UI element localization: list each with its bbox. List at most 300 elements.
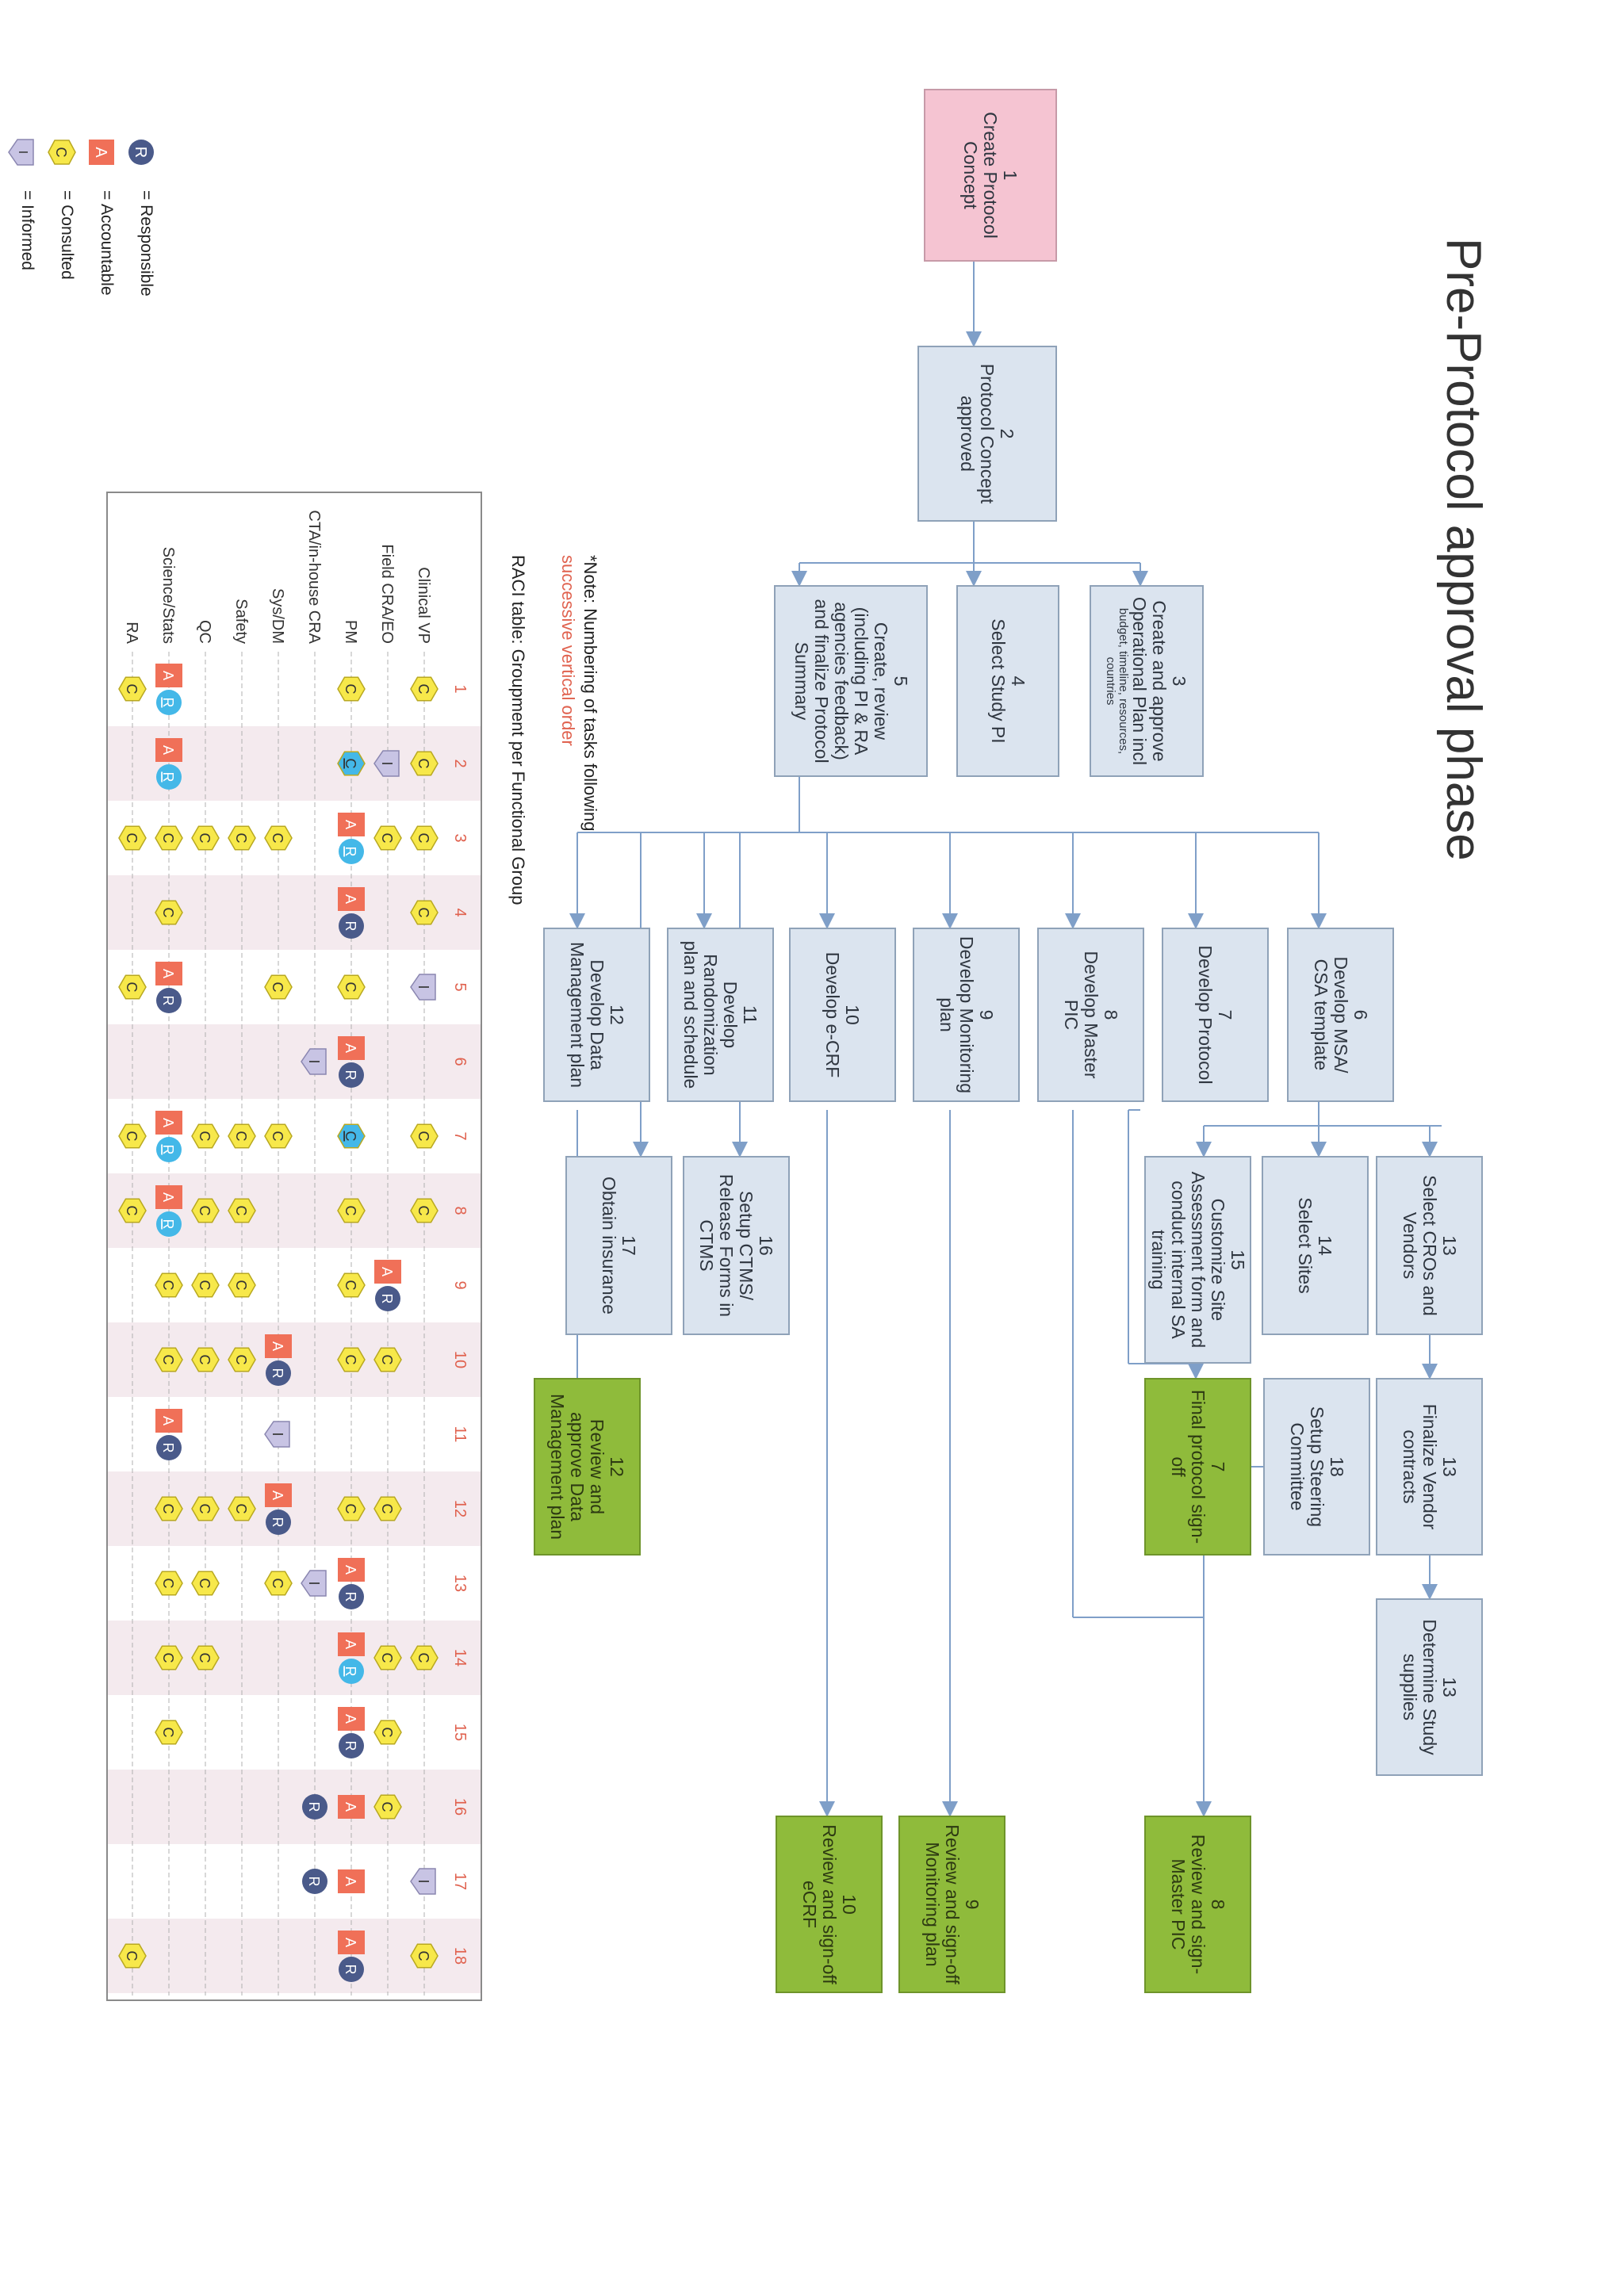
raci-grid: [108, 493, 481, 1999]
task-number: 7: [1208, 1461, 1228, 1472]
raci-code-c: [192, 826, 219, 849]
svg-text:C: C: [233, 1280, 249, 1291]
legend-informed: [2, 135, 38, 270]
svg-text:C: C: [197, 1503, 213, 1514]
task-number: 2: [997, 428, 1018, 439]
raci-code-r: [156, 988, 182, 1013]
svg-text:R: R: [343, 846, 358, 857]
task-label: Protocol Concept approved: [957, 363, 998, 504]
raci-code-a: [265, 1483, 292, 1507]
svg-text:R: R: [306, 1801, 322, 1812]
legend: [0, 135, 157, 547]
raci-code-c: [228, 1124, 255, 1147]
task-finalize-vendor-contracts[interactable]: [1376, 1378, 1483, 1556]
consulted-icon: [46, 135, 78, 174]
raci-code-c: [374, 1646, 401, 1669]
svg-text:A: A: [160, 1192, 176, 1203]
raci-code-c: [411, 1646, 438, 1669]
svg-text:A: A: [160, 1117, 176, 1128]
task-label: Setup CTMS/ Release Forms in CTMS: [696, 1173, 757, 1318]
raci-code-c: [228, 1348, 255, 1371]
svg-text:R: R: [306, 1876, 322, 1887]
raci-code-c: [192, 1273, 219, 1296]
svg-text:C: C: [416, 683, 431, 695]
note-text: *Note: Numbering of tasks following: [580, 555, 600, 832]
raci-code-c: [155, 1348, 182, 1371]
raci-code-a: [338, 1707, 365, 1731]
task-label: Develop Master PIC: [1061, 951, 1101, 1079]
svg-text:C: C: [416, 758, 431, 769]
svg-text:R: R: [132, 146, 149, 159]
task-number: 9: [962, 1899, 982, 1910]
task-number: 17: [619, 1235, 640, 1256]
svg-text:A: A: [343, 1876, 358, 1887]
raci-code-c: [374, 1348, 401, 1371]
raci-code-c: [119, 826, 146, 849]
responsible-icon: [125, 135, 157, 174]
raci-code-c: [228, 1497, 255, 1520]
svg-text:I: I: [306, 1059, 322, 1064]
svg-text:R: R: [160, 995, 176, 1006]
task-review-signoff-ecrf[interactable]: [776, 1816, 883, 1993]
raci-code-c: [338, 1348, 365, 1371]
raci-code-c: [192, 1124, 219, 1147]
raci-code-c: [411, 752, 438, 775]
raci-code-c: [119, 677, 146, 700]
raci-code-c: [228, 826, 255, 849]
raci-code-c: [119, 1944, 146, 1967]
task-label: Determine Study supplies: [1400, 1619, 1440, 1755]
svg-text:A: A: [343, 1937, 358, 1948]
raci-code-r: [375, 1286, 400, 1311]
raci-code-c: [155, 1646, 182, 1669]
raci-code-c: [192, 1497, 219, 1520]
column-number: 12: [451, 1499, 469, 1518]
column-number: 18: [451, 1946, 469, 1965]
svg-text:C: C: [416, 907, 431, 918]
column-number: 9: [451, 1280, 469, 1290]
task-label: Create Protocol Concept: [960, 112, 1002, 239]
svg-text:C: C: [197, 1354, 213, 1365]
svg-text:C: C: [197, 1578, 213, 1589]
accountable-icon: [86, 135, 117, 174]
svg-text:A: A: [92, 147, 109, 158]
svg-text:R: R: [343, 1666, 358, 1677]
raci-code-c: [411, 901, 438, 924]
informed-icon: [6, 135, 38, 174]
raci-code-a: [338, 813, 365, 836]
raci-code-c: [265, 826, 292, 849]
raci-code-c: [155, 1273, 182, 1296]
task-label: Develop e-CRF: [822, 951, 844, 1078]
svg-text:C: C: [53, 147, 69, 158]
svg-text:I: I: [379, 761, 395, 766]
column-number: 16: [451, 1797, 469, 1816]
raci-code-r: [339, 1957, 364, 1982]
task-number: 16: [756, 1235, 777, 1256]
task-create-protocol-concept[interactable]: [924, 89, 1057, 262]
raci-code-a: [155, 1185, 182, 1209]
task-label: Select Study PI: [988, 618, 1009, 744]
svg-text:C: C: [343, 1354, 358, 1365]
raci-code-c: [119, 1199, 146, 1222]
task-label: Obtain insurance: [599, 1177, 620, 1314]
raci-code-r: [156, 1211, 182, 1237]
svg-text:R: R: [160, 697, 176, 708]
svg-text:C: C: [343, 683, 358, 695]
task-number: 10: [842, 1004, 864, 1025]
svg-text:C: C: [124, 1950, 140, 1961]
column-number: 13: [451, 1574, 469, 1593]
svg-text:I: I: [416, 1879, 431, 1884]
svg-text:C: C: [124, 982, 140, 993]
task-protocol-concept-approved[interactable]: [917, 346, 1057, 522]
task-final-protocol-signoff[interactable]: [1144, 1378, 1251, 1556]
role-label: Field CRA/EO: [378, 544, 396, 644]
legend-text: = Informed: [18, 190, 36, 270]
task-label: Select Sites: [1295, 1197, 1316, 1294]
raci-code-r: [339, 913, 364, 939]
svg-text:C: C: [197, 1205, 213, 1216]
raci-code-c: [155, 1497, 182, 1520]
svg-text:I: I: [270, 1432, 285, 1437]
task-number: 1: [1000, 170, 1021, 181]
raci-code-c: [374, 826, 401, 849]
svg-text:C: C: [233, 1354, 249, 1365]
raci-code-c: [155, 1571, 182, 1594]
column-number: 6: [451, 1057, 469, 1066]
svg-text:C: C: [160, 1354, 176, 1365]
task-sublabel: budget, timeline, resources, countries: [1104, 607, 1131, 755]
svg-text:A: A: [343, 1564, 358, 1575]
role-label: RA: [123, 622, 140, 644]
raci-code-c: [338, 1273, 365, 1296]
svg-text:C: C: [160, 1280, 176, 1291]
svg-text:C: C: [343, 1503, 358, 1514]
task-select-cros-vendors[interactable]: [1376, 1156, 1483, 1335]
svg-text:A: A: [160, 1415, 176, 1426]
svg-text:R: R: [160, 1219, 176, 1230]
raci-code-i: [411, 1869, 435, 1894]
svg-text:C: C: [160, 832, 176, 844]
raci-code-a: [338, 887, 365, 911]
svg-text:A: A: [343, 819, 358, 830]
svg-text:C: C: [160, 907, 176, 918]
column-number: 10: [451, 1350, 469, 1369]
raci-code-c: [338, 1497, 365, 1520]
svg-text:I: I: [16, 150, 29, 155]
task-number: 13: [1439, 1677, 1460, 1697]
svg-text:C: C: [233, 1131, 249, 1142]
raci-code-c: [374, 1720, 401, 1743]
column-number: 11: [451, 1425, 469, 1443]
raci-code-a: [265, 1334, 292, 1358]
legend-text: = Accountable: [98, 190, 116, 296]
svg-text:A: A: [343, 1639, 358, 1650]
raci-code-a: [338, 1558, 365, 1582]
svg-text:C: C: [416, 1950, 431, 1961]
raci-code-a: [338, 1869, 365, 1893]
raci-code-a: [374, 1260, 401, 1284]
raci-code-c: [411, 1199, 438, 1222]
task-label: Review and sign-off eCRF: [799, 1824, 840, 1984]
task-number: 15: [1228, 1249, 1248, 1270]
raci-code-c: [411, 677, 438, 700]
svg-text:R: R: [343, 920, 358, 932]
raci-code-a: [338, 1795, 365, 1819]
task-determine-study-supplies[interactable]: [1376, 1598, 1483, 1776]
raci-code-r: [302, 1869, 327, 1894]
svg-text:A: A: [270, 1341, 285, 1352]
svg-text:C: C: [379, 1503, 395, 1514]
task-create-protocol-summary[interactable]: [774, 585, 928, 777]
task-number: 9: [976, 1009, 997, 1020]
task-number: 4: [1008, 675, 1028, 687]
svg-text:I: I: [416, 985, 431, 989]
raci-code-c: [374, 1795, 401, 1818]
svg-text:A: A: [270, 1490, 285, 1501]
role-label: CTA/in-house CRA: [305, 510, 323, 644]
raci-grouping-note: RACI table: Groupment per Functional Group: [508, 555, 528, 905]
raci-code-i: [411, 974, 435, 1000]
raci-code-r: [156, 764, 182, 790]
task-label: Develop Monitoring plan: [936, 936, 977, 1094]
svg-text:C: C: [379, 1801, 395, 1812]
raci-code-c: [265, 1124, 292, 1147]
svg-text:C: C: [343, 1131, 358, 1142]
raci-code-a: [155, 664, 182, 687]
role-label: Science/Stats: [159, 546, 177, 644]
numbering-note: [557, 555, 601, 832]
role-label: Clinical VP: [415, 567, 432, 644]
task-customize-site-assessment[interactable]: [1144, 1156, 1251, 1364]
raci-code-r: [339, 839, 364, 864]
column-number: 5: [451, 982, 469, 992]
task-label: Customize Site Assessment form and conduct internal SA training: [1148, 1171, 1228, 1349]
svg-text:C: C: [233, 832, 249, 844]
task-obtain-insurance[interactable]: [565, 1156, 672, 1335]
note-highlight: successive vertical order: [558, 555, 578, 746]
svg-text:C: C: [416, 1652, 431, 1663]
svg-text:R: R: [343, 1740, 358, 1751]
task-develop-data-management-plan[interactable]: [543, 928, 650, 1102]
svg-text:R: R: [160, 1442, 176, 1453]
raci-code-c: [411, 1944, 438, 1967]
task-develop-protocol[interactable]: [1162, 928, 1269, 1102]
task-number: 10: [839, 1894, 860, 1915]
task-label: Create and approve Operational Plan incl: [1129, 596, 1170, 766]
task-number: 8: [1101, 1009, 1121, 1020]
task-select-sites[interactable]: [1262, 1156, 1369, 1335]
column-number: 2: [451, 759, 469, 768]
task-number: 6: [1350, 1009, 1371, 1020]
raci-code-a: [338, 1632, 365, 1656]
svg-text:C: C: [124, 683, 140, 695]
svg-text:C: C: [343, 1280, 358, 1291]
task-setup-steering-committee[interactable]: [1263, 1378, 1370, 1556]
raci-code-a: [155, 1409, 182, 1433]
raci-code-c: [374, 1497, 401, 1520]
svg-text:C: C: [197, 1652, 213, 1663]
task-develop-msa-csa[interactable]: [1287, 928, 1394, 1102]
svg-text:C: C: [197, 832, 213, 844]
raci-code-c: [155, 826, 182, 849]
column-number: 14: [451, 1648, 469, 1667]
task-label: Develop Data Management plan: [567, 941, 607, 1089]
task-label: Select CROs and Vendors: [1400, 1175, 1440, 1316]
svg-text:C: C: [416, 832, 431, 844]
task-label: Review and approve Data Management plan: [547, 1393, 608, 1540]
raci-table: [106, 492, 482, 2001]
raci-code-c: [411, 826, 438, 849]
svg-text:I: I: [306, 1581, 322, 1586]
task-develop-randomization-plan[interactable]: [667, 928, 774, 1102]
svg-text:A: A: [379, 1266, 395, 1277]
raci-code-c: [192, 1199, 219, 1222]
svg-text:A: A: [160, 670, 176, 681]
svg-text:C: C: [160, 1503, 176, 1514]
svg-text:C: C: [124, 1205, 140, 1216]
svg-text:C: C: [379, 1354, 395, 1365]
raci-code-r: [339, 1733, 364, 1758]
task-develop-ecrf[interactable]: [789, 928, 896, 1102]
task-setup-ctms[interactable]: [683, 1156, 790, 1335]
task-label: Develop MSA/ CSA template: [1311, 956, 1351, 1073]
svg-text:C: C: [379, 832, 395, 844]
raci-code-c: [338, 975, 365, 998]
svg-text:C: C: [124, 832, 140, 844]
raci-code-c: [119, 1124, 146, 1147]
svg-text:C: C: [270, 832, 285, 844]
raci-code-c: [192, 1348, 219, 1371]
svg-text:A: A: [160, 744, 176, 756]
task-create-operational-plan[interactable]: [1090, 585, 1204, 777]
raci-code-a: [155, 1111, 182, 1135]
task-number: 7: [1215, 1009, 1236, 1020]
task-label: Final protocol sign-off: [1168, 1389, 1208, 1544]
task-label: Review and sign-off Monitoring plan: [922, 1824, 963, 1984]
legend-text: = Consulted: [58, 190, 76, 280]
legend-responsible: [121, 135, 157, 297]
svg-text:C: C: [124, 1131, 140, 1142]
svg-text:R: R: [343, 1964, 358, 1975]
task-number: 12: [607, 1004, 627, 1025]
task-label: Develop Randomization plan and schedule: [680, 940, 741, 1089]
raci-code-i: [301, 1571, 326, 1596]
svg-text:C: C: [160, 1652, 176, 1663]
svg-text:A: A: [343, 894, 358, 905]
task-develop-monitoring-plan[interactable]: [913, 928, 1020, 1102]
task-number: 13: [1439, 1456, 1460, 1477]
raci-code-c: [338, 1199, 365, 1222]
task-number: 12: [607, 1456, 628, 1477]
task-number: 18: [1327, 1456, 1347, 1477]
svg-text:R: R: [379, 1293, 395, 1304]
svg-text:R: R: [343, 1070, 358, 1081]
svg-text:C: C: [233, 1503, 249, 1514]
task-number: 13: [1439, 1235, 1460, 1256]
task-review-sign-master-pic[interactable]: [1144, 1816, 1251, 1993]
svg-text:C: C: [233, 1205, 249, 1216]
raci-code-c: [119, 975, 146, 998]
raci-code-c: [265, 975, 292, 998]
column-number: 15: [451, 1723, 469, 1742]
task-select-study-pi[interactable]: [956, 585, 1059, 777]
page-title: Pre-Protocol approval phase: [1436, 238, 1491, 861]
task-label: Finalize Vendor contracts: [1400, 1403, 1440, 1530]
raci-code-r: [302, 1794, 327, 1820]
task-number: 11: [740, 1005, 761, 1024]
task-number: 14: [1315, 1235, 1336, 1256]
svg-text:C: C: [343, 758, 358, 769]
raci-code-c: [228, 1199, 255, 1222]
svg-text:C: C: [379, 1652, 395, 1663]
svg-text:C: C: [343, 982, 358, 993]
task-review-approve-dm-plan[interactable]: [534, 1378, 641, 1556]
role-label: QC: [196, 620, 213, 644]
legend-text: = Responsible: [137, 190, 155, 297]
raci-code-c: [155, 1720, 182, 1743]
raci-code-c: [411, 1124, 438, 1147]
svg-text:C: C: [416, 1131, 431, 1142]
column-number: 7: [451, 1131, 469, 1141]
task-label: Develop Protocol: [1195, 945, 1216, 1085]
role-label: PM: [342, 620, 359, 644]
task-number: 3: [1169, 675, 1190, 687]
task-review-signoff-monitoring-plan[interactable]: [898, 1816, 1005, 1993]
svg-text:C: C: [416, 1205, 431, 1216]
raci-code-c: [192, 1571, 219, 1594]
raci-code-a: [155, 962, 182, 985]
svg-text:C: C: [270, 1131, 285, 1142]
raci-code-r: [156, 1435, 182, 1460]
column-number: 17: [451, 1872, 469, 1891]
raci-code-r: [339, 1659, 364, 1684]
column-number: 8: [451, 1206, 469, 1215]
legend-accountable: [81, 135, 117, 296]
task-label: Review and sign-Master PIC: [1168, 1834, 1208, 1975]
raci-code-r: [156, 690, 182, 715]
svg-text:C: C: [197, 1280, 213, 1291]
role-label: Sys/DM: [269, 588, 286, 644]
column-number: 3: [451, 833, 469, 843]
svg-text:A: A: [343, 1713, 358, 1724]
task-label: Setup Steering Committee: [1287, 1406, 1327, 1528]
raci-code-r: [266, 1360, 291, 1386]
svg-text:C: C: [270, 982, 285, 993]
raci-code-c: [338, 1124, 365, 1147]
svg-text:A: A: [343, 1801, 358, 1812]
raci-code-a: [338, 1931, 365, 1954]
raci-code-r: [339, 1584, 364, 1609]
task-develop-master-pic[interactable]: [1037, 928, 1144, 1102]
raci-code-r: [339, 1062, 364, 1088]
column-number: 4: [451, 908, 469, 917]
svg-text:C: C: [270, 1578, 285, 1589]
svg-text:A: A: [160, 968, 176, 979]
role-label: Safety: [232, 599, 250, 644]
svg-text:C: C: [160, 1727, 176, 1738]
task-label: Create, review (including PI & RA agencies feedback) and finalize Protocol Summary: [791, 599, 891, 763]
svg-text:R: R: [343, 1591, 358, 1602]
task-number: 8: [1208, 1899, 1228, 1910]
svg-text:R: R: [270, 1368, 285, 1379]
raci-code-c: [155, 901, 182, 924]
svg-text:C: C: [197, 1131, 213, 1142]
raci-code-a: [155, 738, 182, 762]
svg-text:C: C: [160, 1578, 176, 1589]
svg-text:R: R: [270, 1517, 285, 1528]
